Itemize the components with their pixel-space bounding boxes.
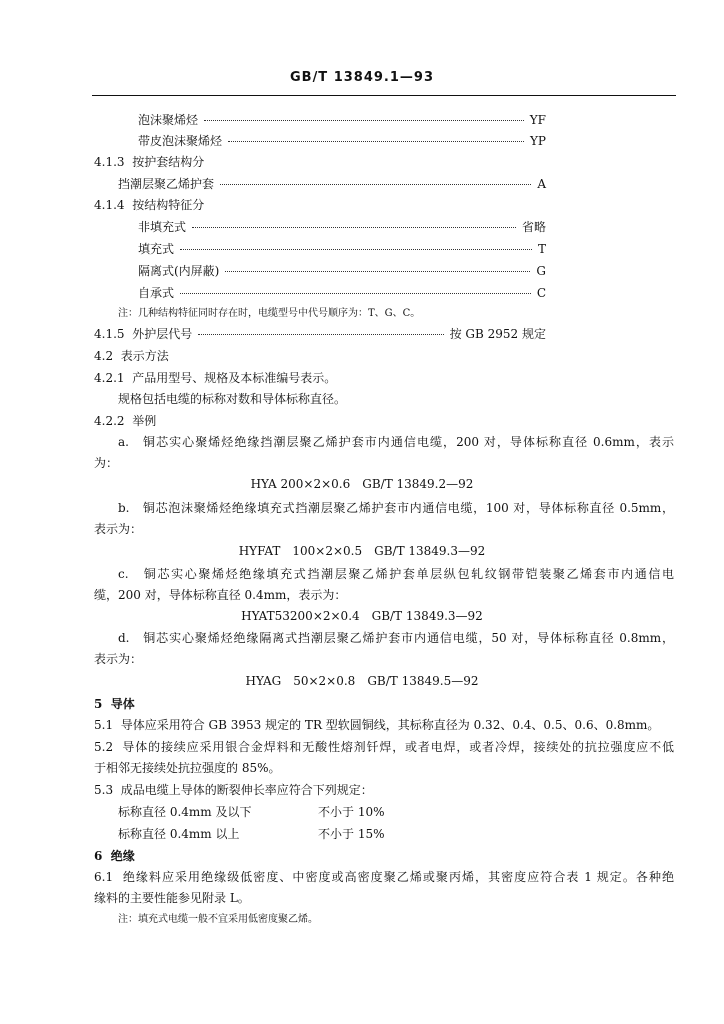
section-5-heading: 5 导体 (94, 697, 135, 711)
example-d-model: HYAG 50×2×0.8 GB/T 13849.5—92 (245, 674, 479, 688)
paragraph-text: 规格包括电缆的标称对数和导体标称直径。 (118, 392, 347, 406)
elongation-row-value: 不小于 10% (318, 805, 385, 819)
example-d-text-cont: 表示为： (94, 652, 143, 666)
header-rule (92, 95, 676, 96)
list-item: 带皮泡沫聚烯烃 YP (138, 134, 546, 148)
elongation-row-label: 标称直径 0.4mm 以上 (118, 827, 240, 841)
section-6-heading: 6 绝缘 (94, 849, 135, 863)
section-5-2: 5.2 导体的接续应采用银合金焊料和无酸性熔剂钎焊，或者电焊，或者冷焊，接续处的抗拉强度应不低 (94, 740, 674, 754)
section-4-2-heading: 4.2 表示方法 (94, 349, 169, 363)
section-5-3: 5.3 成品电缆上导体的断裂伸长率应符合下列规定： (94, 783, 373, 797)
page-header: GB/T 13849.1—93 (289, 70, 435, 85)
section-4-2-2-heading: 4.2.2 举例 (94, 414, 157, 428)
section-5-2-cont: 于相邻无接续处抗拉强度的 85%。 (94, 761, 281, 775)
section-4-1-4-heading: 4.1.4 按结构特征分 (94, 198, 205, 212)
list-item: 自承式 C (138, 286, 546, 300)
example-b-text-cont: 表示为： (94, 522, 143, 536)
example-a-text-cont: 为： (94, 456, 119, 470)
list-item: 非填充式 省略 (138, 220, 546, 234)
example-b-model: HYFAT 100×2×0.5 GB/T 13849.3—92 (238, 544, 486, 558)
example-c-text: c. 铜芯实心聚烯烃绝缘填充式挡潮层聚乙烯护套单层纵包轧纹钢带铠装聚乙烯套市内通信电 (118, 567, 674, 581)
example-a-text: a. 铜芯实心聚烯烃绝缘挡潮层聚乙烯护套市内通信电缆，200 对，导体标称直径 0.6mm，表示 (118, 435, 674, 449)
note-text: 注：几种结构特征同时存在时，电缆型号中代号顺序为：T、G、C。 (118, 308, 421, 319)
example-a-model: HYA 200×2×0.6 GB/T 13849.2—92 (250, 477, 474, 491)
section-6-1-cont: 缘料的主要性能参见附录 L。 (94, 891, 250, 905)
elongation-row-value: 不小于 15% (318, 827, 385, 841)
example-b-text: b. 铜芯泡沫聚烯烃绝缘填充式挡潮层聚乙烯护套市内通信电缆，100 对，导体标称直径 0.5mm， (118, 501, 674, 515)
section-4-1-3-heading: 4.1.3 按护套结构分 (94, 155, 205, 169)
section-5-1: 5.1 导体应采用符合 GB 3953 规定的 TR 型软圆铜线，其标称直径为 0.32、0.4、0.5、0.6、0.8mm。 (94, 718, 660, 732)
section-6-1: 6.1 绝缘料应采用绝缘级低密度、中密度或高密度聚乙烯或聚丙烯，其密度应符合表 1 规定。各种绝 (94, 870, 674, 884)
section-4-2-1: 4.2.1 产品用型号、规格及本标准编号表示。 (94, 371, 337, 385)
list-item: 泡沫聚烯烃 YF (138, 113, 546, 127)
example-d-text: d. 铜芯实心聚烯烃绝缘隔离式挡潮层聚乙烯护套市内通信电缆，50 对，导体标称直径 0.8mm， (118, 631, 674, 645)
list-item: 挡潮层聚乙烯护套 A (118, 177, 546, 191)
elongation-row-label: 标称直径 0.4mm 及以下 (118, 805, 252, 819)
example-c-model: HYAT53200×2×0.4 GB/T 13849.3—92 (241, 609, 483, 623)
section-4-1-5: 4.1.5 外护层代号 按 GB 2952 规定 (94, 327, 546, 341)
list-item: 隔离式(内屏蔽) G (138, 264, 546, 278)
example-c-text-cont: 缆，200 对，导体标称直径 0.4mm，表示为： (94, 588, 347, 602)
list-item: 填充式 T (138, 242, 546, 256)
note-text: 注：填充式电缆一般不宜采用低密度聚乙烯。 (118, 914, 318, 925)
